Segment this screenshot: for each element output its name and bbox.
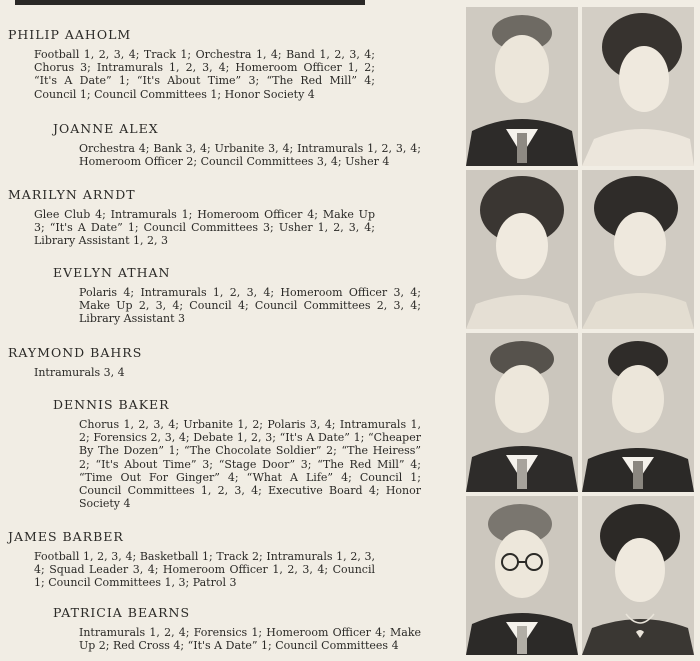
portrait-marilyn-arndt	[466, 170, 578, 329]
student-name: DENNIS BAKER	[53, 397, 170, 412]
student-activities: Orchestra 4; Bank 3, 4; Urbanite 3, 4; Intramurals 1, 2, 3, 4; Homeroom Officer 2; Council Committees 3, 4; Usher 4	[79, 142, 421, 169]
student-activities: Chorus 1, 2, 3, 4; Urbanite 1, 2; Polaris 3, 4; Intramurals 1, 2; Forensics 2, 3, 4; Debate 1, 2, 3; “It's A Date” 1; “Cheaper By The Dozen” 1; “The Chocolate Soldier” 2; “The Heiress” 2; “It's About Time” 3; “Stage Door” 3; “The Red Mill” 4; “Time Out For Ginger” 4; “What A Life” 4; Council 1; Council Committees 1, 2, 3, 4; Executive Board 4; Honor Society 4	[79, 418, 421, 511]
student-activities: Intramurals 1, 2, 4; Forensics 1; Homeroom Officer 4; Make Up 2; Red Cross 4; “It's A Date” 1; Council Committees 4	[79, 626, 421, 653]
student-activities: Intramurals 3, 4	[34, 366, 125, 379]
student-activities: Football 1, 2, 3, 4; Basketball 1; Track 2; Intramurals 1, 2, 3, 4; Squad Leader 3, 4; Homeroom Officer 1, 2, 3, 4; Council 1; Council Committees 1, 3; Patrol 3	[34, 550, 375, 590]
portrait-evelyn-athan	[582, 170, 694, 329]
student-name: MARILYN ARNDT	[8, 187, 136, 202]
entry-patricia-bearns	[53, 605, 421, 652]
portrait-james-barber	[466, 496, 578, 655]
student-name: EVELYN ATHAN	[53, 265, 171, 280]
portrait-joanne-alex	[582, 7, 694, 166]
portrait-grid	[466, 7, 696, 661]
student-name: PHILIP AAHOLM	[8, 27, 132, 42]
student-name: JOANNE ALEX	[53, 121, 159, 136]
portrait-raymond-bahrs	[466, 333, 578, 492]
entry-joanne-alex	[53, 121, 421, 168]
student-activities: Polaris 4; Intramurals 1, 2, 3, 4; Homeroom Officer 3, 4; Make Up 2, 3, 4; Council 4; Council Committees 2, 3, 4; Library Assistant 3	[79, 286, 421, 326]
student-activities: Glee Club 4; Intramurals 1; Homeroom Officer 4; Make Up 3; “It's A Date” 1; Council Committees 3; Usher 1, 2, 3, 4; Library Assistant 1, 2, 3	[34, 208, 375, 248]
entry-marilyn-arndt	[8, 187, 375, 248]
top-bar	[15, 0, 365, 5]
entry-philip-aaholm	[8, 27, 375, 101]
entry-dennis-baker	[53, 397, 421, 510]
portrait-dennis-baker	[582, 333, 694, 492]
student-name: RAYMOND BAHRS	[8, 345, 143, 360]
portrait-philip-aaholm	[466, 7, 578, 166]
student-name: JAMES BARBER	[8, 529, 124, 544]
entry-raymond-bahrs	[8, 345, 375, 379]
entry-evelyn-athan	[53, 265, 421, 326]
student-name: PATRICIA BEARNS	[53, 605, 191, 620]
entry-james-barber	[8, 529, 375, 590]
portrait-patricia-bearns	[582, 496, 694, 655]
student-activities: Football 1, 2, 3, 4; Track 1; Orchestra 1, 4; Band 1, 2, 3, 4; Chorus 3; Intramurals 1, 2, 3, 4; Homeroom Officer 1, 2; “It's A Date” 1; “It's About Time” 3; “The Red Mill” 4; Council 1; Council Committees 1; Honor Society 4	[34, 48, 375, 101]
